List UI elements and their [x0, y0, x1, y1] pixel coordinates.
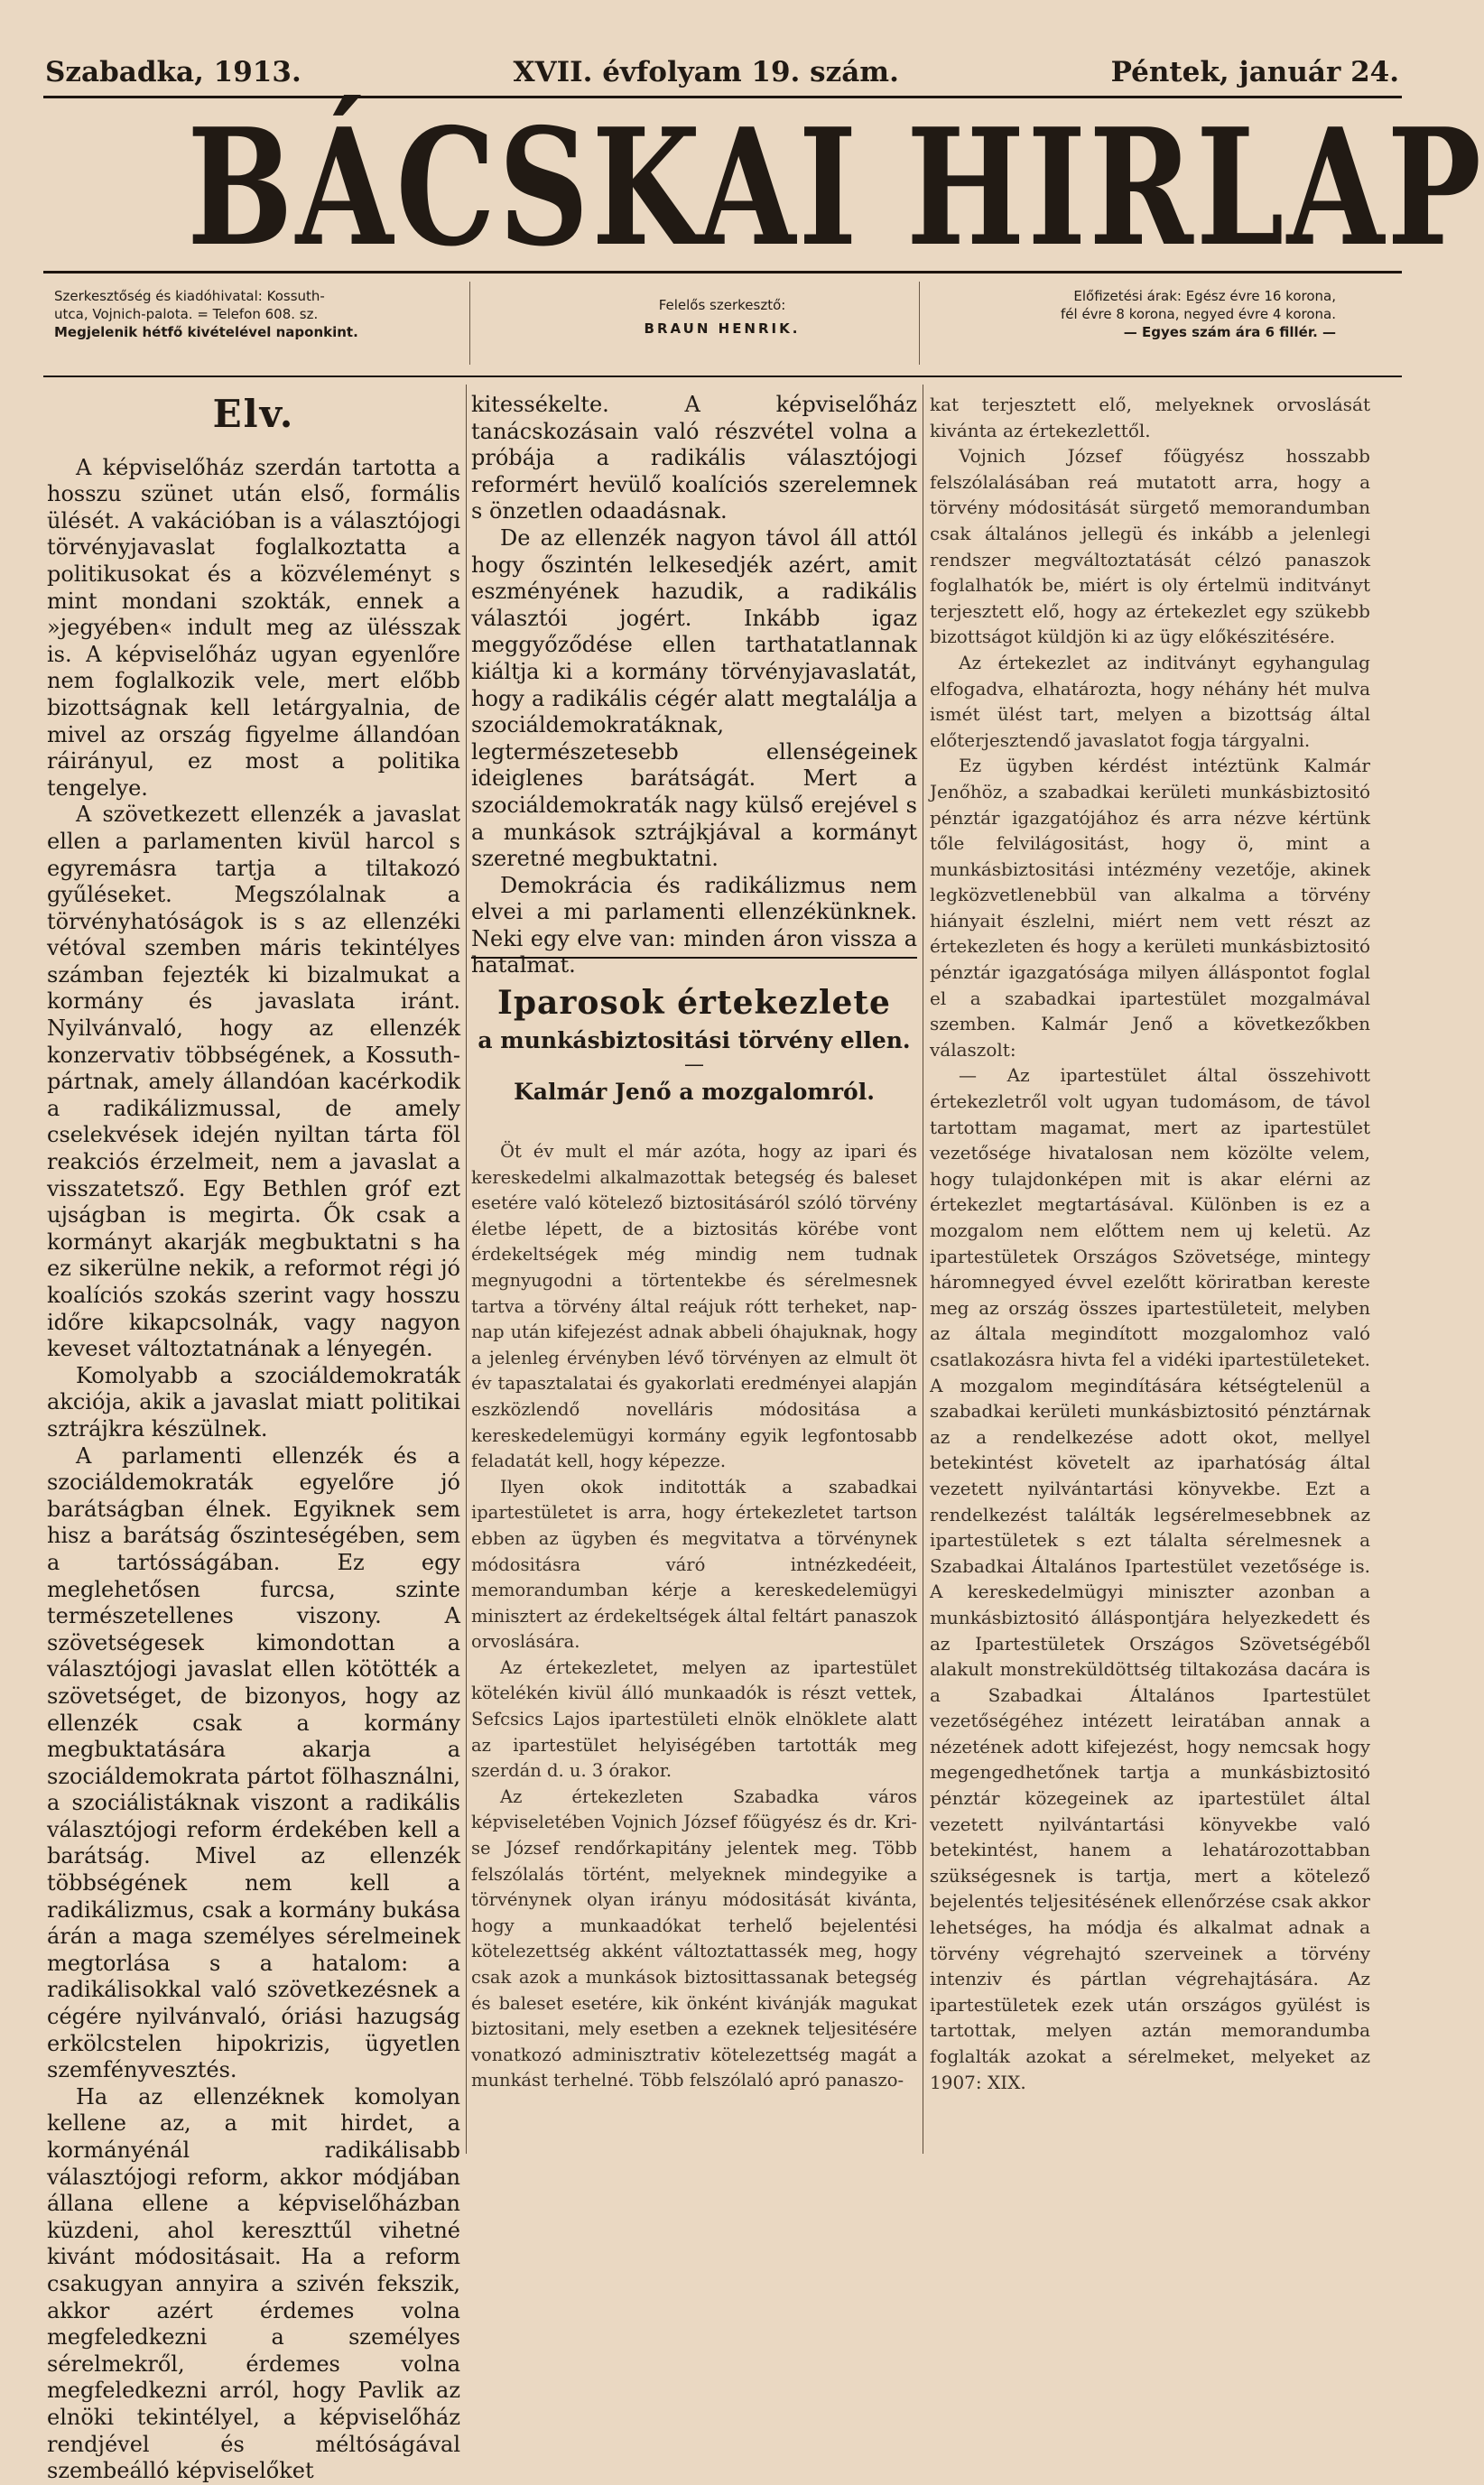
subscription-line-1: Előfizetési árak: Egész évre 16 korona,	[1073, 288, 1336, 304]
article-elv-title: Elv.	[212, 392, 295, 436]
header-place-year: Szabadka, 1913.	[45, 56, 301, 88]
article-iparosok-heading	[471, 957, 917, 1117]
paragraph: A parlamenti ellenzék és a szociáldemokraták egyelőre jó barátságban élnek. Egyiknek sem hisz a barátság őszinteségében, sem a tartósságában. Ez egy meglehetősen furcsa, szinte természetellenes viszony. A szövetségesek kimondottan a választójogi javaslat ellen kötötték a szövetséget, de bizonyos, hogy az ellenzék csak a kormány megbuktatására akarja a szociáldemokrata pártot fölhasználni, a szociálistáknak viszont a radikális választójogi reform érdekében kell a barátság. Mivel az ellenzék többségének nem kell a radikálizmus, csak a kormány bukása árán a maga személyes sérelmeinek megtorlása s a hatalom: a radikálisokkal való szövetkezésnek a cégére nyilvánvaló, óriási hazugság erkölcstelen hipokrizis, ügyetlen szemfényvesztés.	[47, 1442, 460, 2083]
column-rule-1	[466, 385, 467, 2154]
paragraph: — Az ipartestület által összehivott értekezletről volt ugyan tudomásom, de távol tartottam magamat, mert az ipartestület vezetősége hivatalosan nem közölte velem, hogy tulajdonképen mit is akar elérni az értekezlet megtartásával. Különben is ez a mozgalom nem előttem nem uj keletü. Az ipartestületek Országos Szövetsége, mintegy háromnegyed évvel ezelőtt köriratban kereste meg az ország összes ipartestületeit, melyben az általa megindított mozgalomhoz való csatlakozásra hivta fel a vidéki ipartestületeket. A mozgalom megindítására kétségtelenül a szabadkai kerületi munkásbiztositó pénztárnak az a rendelkezése adott okot, mellyel betekintést követelt az iparhatóság által vezetett nyilvántartási könyvekbe. Ezt a rendelkezést találták legsérelmesebbnek az ipartestületek s ezt tálalta sérelmesnek a Szabadkai Általános Ipartestület vezetősége is. A kereskedelmügyi miniszter azonban a munkásbiztositó álláspontjára helyezkedett és az Ipartestületek Országos Szövetségéből alakult monstreküldöttség tiltakozása dacára is a Szabadkai Általános Ipartestület vezetőségéhez intézett leiratában annak a nézetének adott kifejezést, hogy nemcsak hogy megengedhetőnek tartja a munkásbiztositó pénztár közegeinek az ipartestület által vezetett nyilvántartási könyvekbe való betekintést, hanem a lehatározottabban szükségesnek is tartja, mert a kötelező bejelentés teljesitésének ellenőrzése csak akkor lehetséges, ha módja és alkalmat adnak a törvény végrehajtó szerveinek a törvény intenziv és pártlan végrehajtására. Az ipartestületek ezek után országos gyülést is tartottak, melyen aztán memorandumba foglalták azokat a sérelmeket, melyeket az 1907: XIX.	[930, 1064, 1370, 2093]
publisher-info	[54, 287, 433, 341]
paragraph: Ez ügyben kérdést intéztünk Kalmár Jenőhöz, a szabadkai kerületi munkásbiztositó pénztár igazgatójához és arra nézve kértünk tőle felvilágositást, hogy ö, mint a munkásbiztositási intézmény vezetője, akinek legközvetlenebbül van alkalma a törvény hiányait észlelni, miért nem vett részt az értekezleten és hogy a kerületi munkásbiztositó pénztár igazgatósága milyen álláspontot foglal el a szabadkai ipartestület mozgalmával szemben. Kalmár Jenő a következőkben válaszolt:	[930, 755, 1370, 1061]
article-elv-column-1	[47, 392, 460, 2484]
article-iparosok-title: Iparosok értekezlete	[497, 984, 891, 1022]
masthead-rule	[43, 271, 1402, 274]
article-elv-column-2	[471, 392, 917, 979]
paragraph: Az értekezlet az inditványt egyhangulag elfogadva, elhatározta, hogy néhány hét mulva ismét ülést tart, melyen a bizottság által előterjesztendő javaslatot fogja tárgyalni.	[930, 651, 1370, 751]
article-iparosok-subtitle-2: Kalmár Jenő a mozgalomról.	[514, 1079, 875, 1105]
subscription-line-2: fél évre 8 korona, negyed évre 4 korona.	[1061, 306, 1336, 322]
paragraph: kitessékelte. A képviselőház tanácskozásain való részvétel volna a próbája a radikális választójogi reformért hevülő koalíciós szerelemnek s önzetlen odaadásnak.	[471, 392, 917, 524]
paragraph: Vojnich József főügyész hosszabb felszólalásában reá mutatott arra, hogy a törvény módositását sürgető memorandumban csak általános jellegü és inkább a jelenlegi rendszer megváltoztatását célzó panaszok foglalhatók be, miért is oly értelmü inditványt terjesztett elő, hogy az értekezlet egy szükebb bizottságot küldjön ki az ügy előkészitésére.	[930, 445, 1370, 648]
paragraph: Ilyen okok inditották a szabadkai ipartestületet is arra, hogy értekezletet tartson ebben az ügyben és megvitatva a törvénynek módositásra váró intnézkedéeit, memorandumban kérje a kereskedelemügyi minisztert az érdekeltségek által feltárt panaszok orvoslására.	[471, 1476, 917, 1653]
info-separator-right	[919, 282, 920, 365]
heading-rule	[471, 957, 917, 959]
article-iparosok-column-3	[930, 392, 1370, 2152]
publisher-line-2: utca, Vojnich-palota. = Telefon 608. sz.	[54, 306, 319, 322]
publisher-line-1: Szerkesztőség és kiadóhivatal: Kossuth-	[54, 288, 325, 304]
subscription-info	[939, 287, 1336, 341]
header-volume: XVII. évfolyam 19. szám.	[513, 56, 899, 88]
info-separator-left	[469, 282, 470, 365]
editor-label: Felelős szerkesztő:	[658, 297, 786, 313]
article-iparosok-subtitle: a munkásbiztositási törvény ellen.	[478, 1027, 911, 1053]
subscription-line-3: — Egyes szám ára 6 fillér. —	[1123, 324, 1336, 340]
paragraph: Öt év mult el már azóta, hogy az ipari és kereskedelmi alkalmazottak betegség és baleset esetére való kötelező biztositásáról szóló törvény életbe lépett, de a biztositás körébe vont érdekeltségek még mindig nem tudnak megnyugodni a törtentekbe és sérelmesnek tartva a törvény által reájuk rótt terheket, nap-nap után kifejezést adnak abbeli óhajuknak, hogy a jelenleg érvényben lévő törvényen az elmult öt év tapasztalatai és gyakorlati eredményei alapján eszközlendő novelláris módositása a kereskedelemügyi kormány egyik legfontosabb feladatát kell, hogy képezze.	[471, 1141, 917, 1472]
paragraph: kat terjesztett elő, melyeknek orvoslását kivánta az értekezlettől.	[930, 394, 1370, 441]
header-line	[45, 56, 1399, 88]
masthead-title: BÁCSKAI HIRLAP	[187, 93, 1484, 282]
paragraph: Demokrácia és radikálizmus nem elvei a mi parlamenti ellenzékünknek. Neki egy elve van: minden áron vissza a hatalmat.	[471, 872, 917, 978]
header-date: Péntek, január 24.	[1110, 56, 1399, 88]
paragraph: Ha az ellenzéknek komolyan kellene az, a mit hirdet, a kormányénál radikálisabb választójogi reform, akkor módjában állana ellene a képviselőházban küzdeni, ahol kereszttűl vihetné kivánt módositásait. Ha a reform csakugyan annyira a szivén fekszik, akkor azért érdemes volna megfeledkezni a személyes sérelmekről, érdemes volna megfeledkezni arról, hogy Pavlik az elnöki tekintélyel, a képviselőház rendjével és méltóságával szembeálló képviselőket	[47, 2083, 460, 2484]
paragraph: A szövetkezett ellenzék a javaslat ellen a parlamenten kivül harcol s egyremásra tartja a tiltakozó gyűléseket. Megszólalnak a törvényhatóságok is s az ellenzéki vétóval szemben máris tekintélyes számban fejezték ki bizalmukat a kormány és javaslata iránt. Nyilvánvaló, hogy az ellenzék konzervativ többségének, a Kossuth-pártnak, amely állandóan kacérkodik a radikálizmussal, de amely cselekvések idején nyiltan tárta föl reakciós érzelmeit, nem a javaslat a visszatetsző. Egy Bethlen gróf ezt ujságban is megirta. Ők csak a kormányt akarják megbuktatni s ha ez sikerülne nekik, a reformot régi jó koalíciós szokás szerint vagy hosszu időre kikapcsolnák, vagy nagyon keveset változtatnának a lényegén.	[47, 802, 460, 1362]
info-rule	[43, 376, 1402, 377]
paragraph: A képviselőház szerdán tartotta a hosszu szünet után első, formális ülését. A vakációban is a választójogi törvényjavaslat foglalkoztatta a politikusokat és a közvéleményt s mint mondani szokták, ennek a »jegyében« indult meg az ülésszak is. A képviselőház ugyan egyenlőre nem foglalkozik vele, mert előbb bizottságnak kell letárgyalnia, de mivel az ország figyelme állandóan ráirányul, ez most a politika tengelye.	[47, 454, 460, 801]
paragraph: Az értekezleten Szabadka város képviseletében Vojnich József főügyész és dr. Kri-se József rendőrkapitány jelentek meg. Több felszólalás történt, melyeknek mindegyike a törvénynek olyan irányu módositását kivánta, hogy a munkaadókat terhelő bejelentési kötelezettség akként változtattassék meg, hogy csak azok a munkások biztosittassanak betegség és baleset esetére, kik önként kivánják magukat biztositani, mely esetben a ezeknek teljesitésére vonatkozó adminisztrativ kötelezettség magát a munkást terhelné. Több felszólaló apró panaszo-	[471, 1785, 917, 2091]
paragraph: De az ellenzék nagyon távol áll attól hogy őszintén lelkesedjék azért, amit eszményének hazudik, a radikális választói jogért. Inkább igaz meggyőződése ellen tarthatatlannak kiáltja ki a kormány törvényjavaslatát, hogy a radikális cégér alatt megtalálja a szociáldemokratáknak, legtermészetesebb ellenségeinek ideiglenes barátságát. Mert a szociáldemokraták nagy külső erejével s a munkások sztrájkjával a kormányt szeretné megbuktatni.	[471, 524, 917, 872]
publisher-line-3: Megjelenik hétfő kivételével naponkint.	[54, 324, 358, 340]
editor-info	[542, 287, 903, 338]
paragraph: Komolyabb a szociáldemokraták akciója, akik a javaslat miatt politikai sztrájkra készülnek.	[47, 1362, 460, 1442]
heading-dash: —	[684, 1053, 704, 1076]
editor-name: BRAUN HENRIK.	[644, 320, 801, 337]
article-iparosok-column-2	[471, 1139, 917, 2150]
paragraph: Az értekezletet, melyen az ipartestület kötelékén kivül álló munkaadók is részt vettek, Sefcsics Lajos ipartestületi elnök elnöklete alatt az ipartestület helyiségében tartották meg szerdán d. u. 3 órakor.	[471, 1656, 917, 1782]
